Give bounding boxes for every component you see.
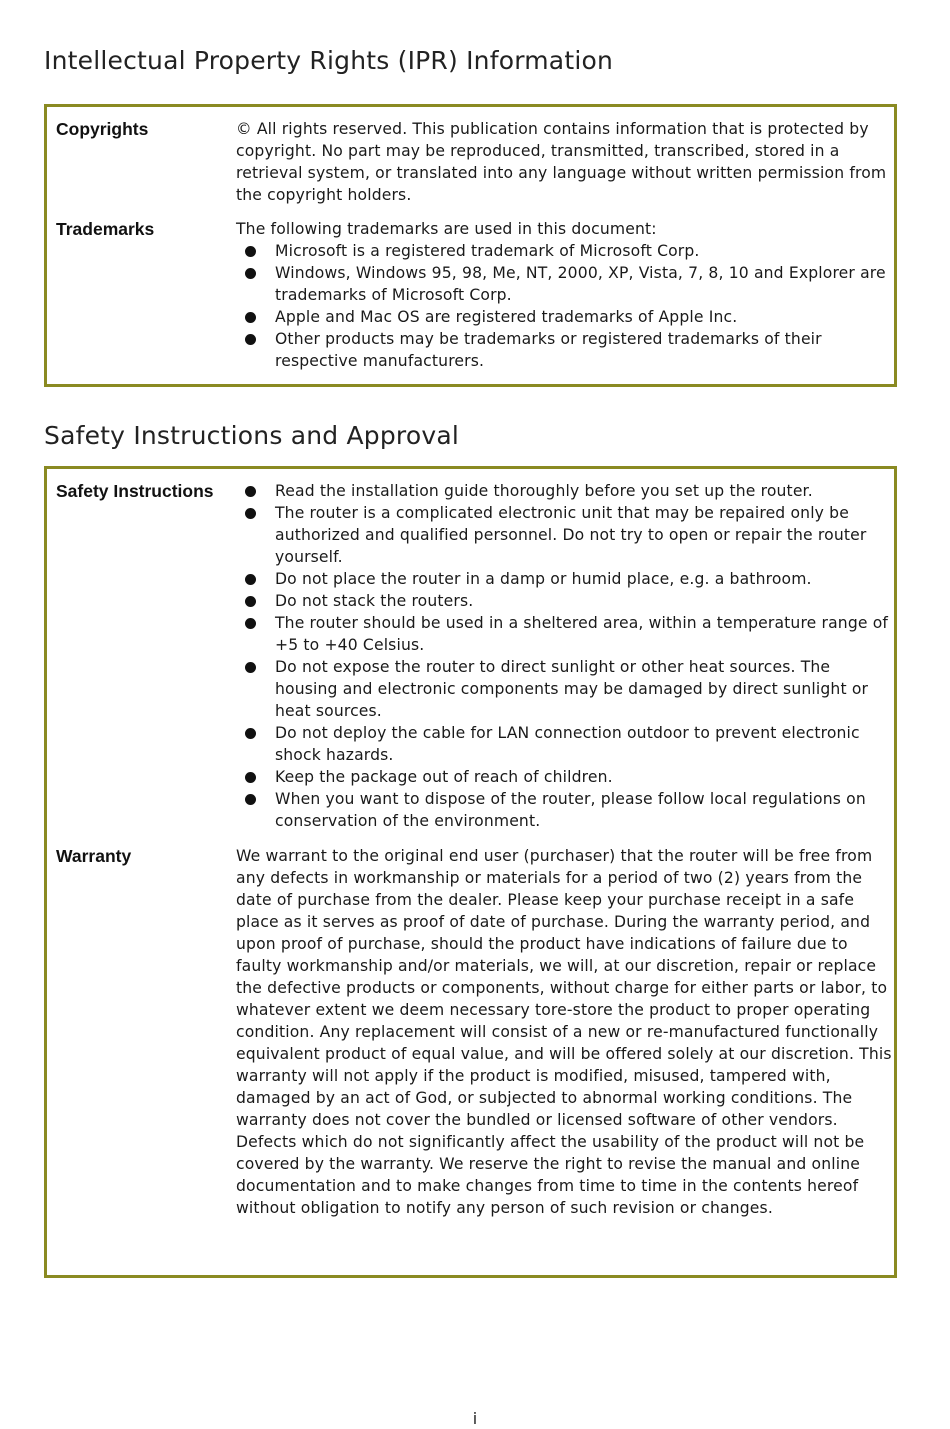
list-item-text: Keep the package out of reach of children. (275, 768, 613, 786)
list-item-text: Windows, Windows 95, 98, Me, NT, 2000, XP, Vista, 7, 8, 10 and Explorer are trademarks of Microsoft Corp. (275, 264, 886, 304)
warranty-text: We warrant to the original end user (purchaser) that the router will be free from any defects in workmanship or materials for a period of two (2) years from the date of purchase from the dealer. Please keep your purchase receipt in a safe place as it serves as proof of date of purchase. During the warranty period, and upon proof of purchase, should the product have indications of failure due to faulty workmanship and/or materials, we will, at our discretion, repair or replace the defective products or components, without charge for either parts or labor, to whatever extent we deem necessary tore-store the product to proper operating condition. Any replacement will consist of a new or re-manufactured functionally equivalent product of equal value, and will be offered solely at our discretion. This warranty will not apply if the product is modified, misused, tampered with, damaged by an act of God, or subjected to abnormal working conditions. The warranty does not cover the bundled or licensed software of other vendors. Defects which do not significantly affect the usability of the product will not be covered by the warranty. We reserve the right to revise the manual and online documentation and to make changes from time to time in the contents hereof without obligation to notify any person of such revision or changes. (236, 847, 892, 1217)
list-item-text: Do not expose the router to direct sunlight or other heat sources. The housing and electronic components may be damaged by direct sunlight or heat sources. (275, 658, 869, 720)
list-item (236, 502, 894, 568)
list-item (236, 590, 894, 612)
list-item (236, 306, 894, 328)
bullet-icon (245, 574, 256, 585)
list-item-text: Do not place the router in a damp or humid place, e.g. a bathroom. (275, 570, 812, 588)
list-item-text: The router should be used in a sheltered area, within a temperature range of +5 to +40 Celsius. (275, 614, 889, 654)
bullet-icon (245, 772, 256, 783)
safety-section-title: Safety Instructions and Approval (44, 421, 459, 450)
bullet-icon (245, 794, 256, 805)
trademarks-content (236, 218, 894, 372)
safety-instructions-list (236, 480, 894, 832)
copyrights-label: Copyrights (56, 119, 149, 139)
trademarks-label: Trademarks (56, 219, 155, 239)
bullet-icon (245, 268, 256, 279)
safety-box (44, 466, 897, 1278)
bullet-icon (245, 486, 256, 497)
list-item (236, 480, 894, 502)
trademarks-list (236, 240, 894, 372)
list-item-text: The router is a complicated electronic unit that may be repaired only be authorized and qualified personnel. Do not try to open or repair the router yourself. (275, 504, 867, 566)
list-item-text: Other products may be trademarks or registered trademarks of their respective manufacturers. (275, 330, 822, 370)
trademarks-intro: The following trademarks are used in this document: (236, 220, 657, 238)
bullet-icon (245, 312, 256, 323)
list-item (236, 788, 894, 832)
list-item (236, 568, 894, 590)
list-item-text: When you want to dispose of the router, please follow local regulations on conservation of the environment. (275, 790, 866, 830)
bullet-icon (245, 246, 256, 257)
list-item-text: Do not stack the routers. (275, 592, 474, 610)
bullet-icon (245, 508, 256, 519)
list-item (236, 766, 894, 788)
bullet-icon (245, 728, 256, 739)
copyrights-text: © All rights reserved. This publication contains information that is protected by copyright. No part may be reproduced, transmitted, transcribed, stored in a retrieval system, or translated into any language without written permission from the copyright holders. (236, 120, 887, 204)
bullet-icon (245, 618, 256, 629)
bullet-icon (245, 662, 256, 673)
list-item (236, 262, 894, 306)
list-item-text: Microsoft is a registered trademark of Microsoft Corp. (275, 242, 700, 260)
list-item-text: Do not deploy the cable for LAN connection outdoor to prevent electronic shock hazards. (275, 724, 860, 764)
page-number: i (472, 1409, 478, 1428)
list-item (236, 612, 894, 656)
warranty-content (236, 845, 894, 1219)
warranty-label: Warranty (56, 846, 132, 866)
copyrights-content (236, 118, 894, 206)
list-item (236, 656, 894, 722)
bullet-icon (245, 596, 256, 607)
list-item (236, 240, 894, 262)
list-item (236, 328, 894, 372)
list-item-text: Apple and Mac OS are registered trademarks of Apple Inc. (275, 308, 738, 326)
bullet-icon (245, 334, 256, 345)
safety-instructions-content (236, 480, 894, 832)
list-item (236, 722, 894, 766)
safety-instructions-label: Safety Instructions (56, 481, 214, 501)
ipr-box (44, 104, 897, 387)
list-item-text: Read the installation guide thoroughly before you set up the router. (275, 482, 813, 500)
ipr-section-title: Intellectual Property Rights (IPR) Information (44, 46, 614, 75)
